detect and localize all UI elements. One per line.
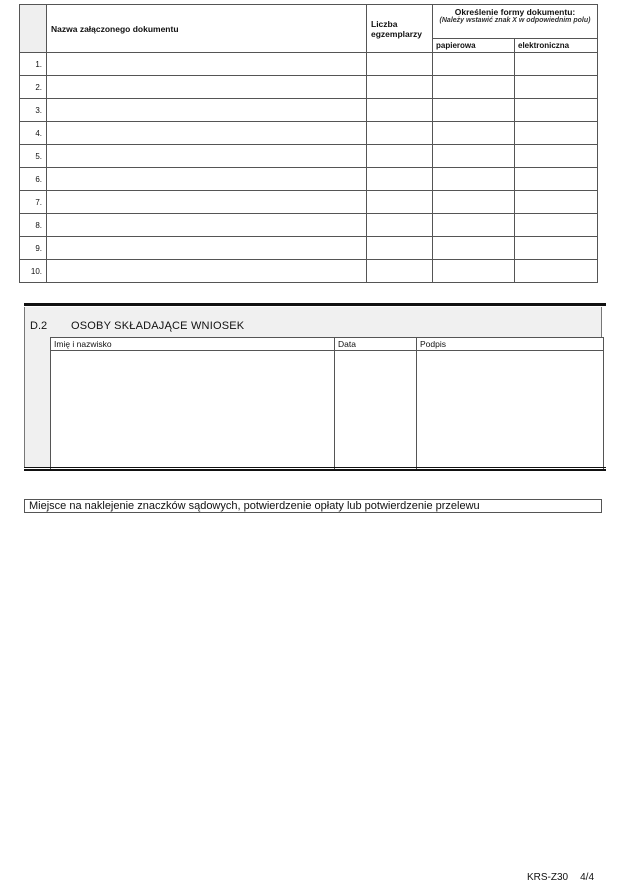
row-number: 1. [20, 53, 47, 76]
paper-form-checkbox[interactable] [433, 260, 515, 283]
applicants-table [50, 337, 604, 471]
form-code: KRS-Z30 [527, 872, 569, 883]
full-name-header: Imię i nazwisko [51, 338, 335, 351]
paper-form-checkbox[interactable] [433, 191, 515, 214]
document-name-field[interactable] [47, 122, 367, 145]
paper-form-checkbox[interactable] [433, 168, 515, 191]
section-bottom-rule [24, 467, 606, 471]
document-row [20, 53, 598, 76]
section-title: OSOBY SKŁADAJĄCE WNIOSEK [71, 320, 245, 332]
document-name-field[interactable] [47, 260, 367, 283]
document-row [20, 76, 598, 99]
row-number: 3. [20, 99, 47, 122]
document-name-field[interactable] [47, 76, 367, 99]
electronic-form-checkbox[interactable] [515, 145, 598, 168]
row-number: 2. [20, 76, 47, 99]
paper-form-checkbox[interactable] [433, 122, 515, 145]
document-name-field[interactable] [47, 214, 367, 237]
document-row [20, 260, 598, 283]
copies-count-field[interactable] [367, 122, 433, 145]
paper-form-checkbox[interactable] [433, 237, 515, 260]
copies-count-header: Liczba egzemplarzy [367, 5, 433, 53]
electronic-form-checkbox[interactable] [515, 260, 598, 283]
paper-form-checkbox[interactable] [433, 214, 515, 237]
document-name-field[interactable] [47, 145, 367, 168]
section-top-rule [24, 303, 606, 306]
row-number: 6. [20, 168, 47, 191]
paper-form-checkbox[interactable] [433, 76, 515, 99]
row-number: 8. [20, 214, 47, 237]
date-field[interactable] [335, 351, 417, 471]
row-number-header [20, 5, 47, 53]
copies-count-field[interactable] [367, 168, 433, 191]
electronic-form-checkbox[interactable] [515, 76, 598, 99]
paper-form-checkbox[interactable] [433, 53, 515, 76]
document-row [20, 168, 598, 191]
document-name-header: Nazwa załączonego dokumentu [47, 5, 367, 53]
electronic-form-header: elektroniczna [515, 39, 598, 53]
electronic-form-checkbox[interactable] [515, 53, 598, 76]
copies-count-field[interactable] [367, 99, 433, 122]
document-name-field[interactable] [47, 99, 367, 122]
row-number: 5. [20, 145, 47, 168]
document-row [20, 145, 598, 168]
section-d2 [24, 303, 606, 473]
document-row [20, 214, 598, 237]
document-row [20, 237, 598, 260]
electronic-form-checkbox[interactable] [515, 99, 598, 122]
row-number: 10. [20, 260, 47, 283]
document-row [20, 191, 598, 214]
paper-form-header: papierowa [433, 39, 515, 53]
document-name-field[interactable] [47, 53, 367, 76]
electronic-form-checkbox[interactable] [515, 168, 598, 191]
copies-count-field[interactable] [367, 214, 433, 237]
copies-count-field[interactable] [367, 145, 433, 168]
signature-field[interactable] [417, 351, 604, 471]
full-name-field[interactable] [51, 351, 335, 471]
electronic-form-checkbox[interactable] [515, 191, 598, 214]
paper-form-checkbox[interactable] [433, 145, 515, 168]
copies-count-field[interactable] [367, 53, 433, 76]
row-number: 9. [20, 237, 47, 260]
copies-count-field[interactable] [367, 260, 433, 283]
document-form-note: (Należy wstawić znak X w odpowiednim polu) [439, 17, 591, 24]
attachments-table [19, 4, 598, 283]
electronic-form-checkbox[interactable] [515, 214, 598, 237]
document-row [20, 122, 598, 145]
signature-header: Podpis [417, 338, 604, 351]
document-name-field[interactable] [47, 237, 367, 260]
row-number: 7. [20, 191, 47, 214]
section-panel [24, 307, 602, 467]
court-stamp-area: Miejsce na naklejenie znaczków sądowych, potwierdzenie opłaty lub potwierdzenie przelewu [24, 499, 602, 513]
copies-count-field[interactable] [367, 237, 433, 260]
copies-count-field[interactable] [367, 76, 433, 99]
page-number: 4/4 [580, 872, 595, 883]
section-code: D.2 [30, 320, 48, 332]
document-name-field[interactable] [47, 191, 367, 214]
document-form-title: Określenie formy dokumentu: [454, 7, 576, 17]
electronic-form-checkbox[interactable] [515, 122, 598, 145]
date-header: Data [335, 338, 417, 351]
electronic-form-checkbox[interactable] [515, 237, 598, 260]
page-footer [527, 872, 594, 883]
paper-form-checkbox[interactable] [433, 99, 515, 122]
document-row [20, 99, 598, 122]
document-form-header [433, 5, 598, 39]
copies-count-field[interactable] [367, 191, 433, 214]
row-number: 4. [20, 122, 47, 145]
document-name-field[interactable] [47, 168, 367, 191]
